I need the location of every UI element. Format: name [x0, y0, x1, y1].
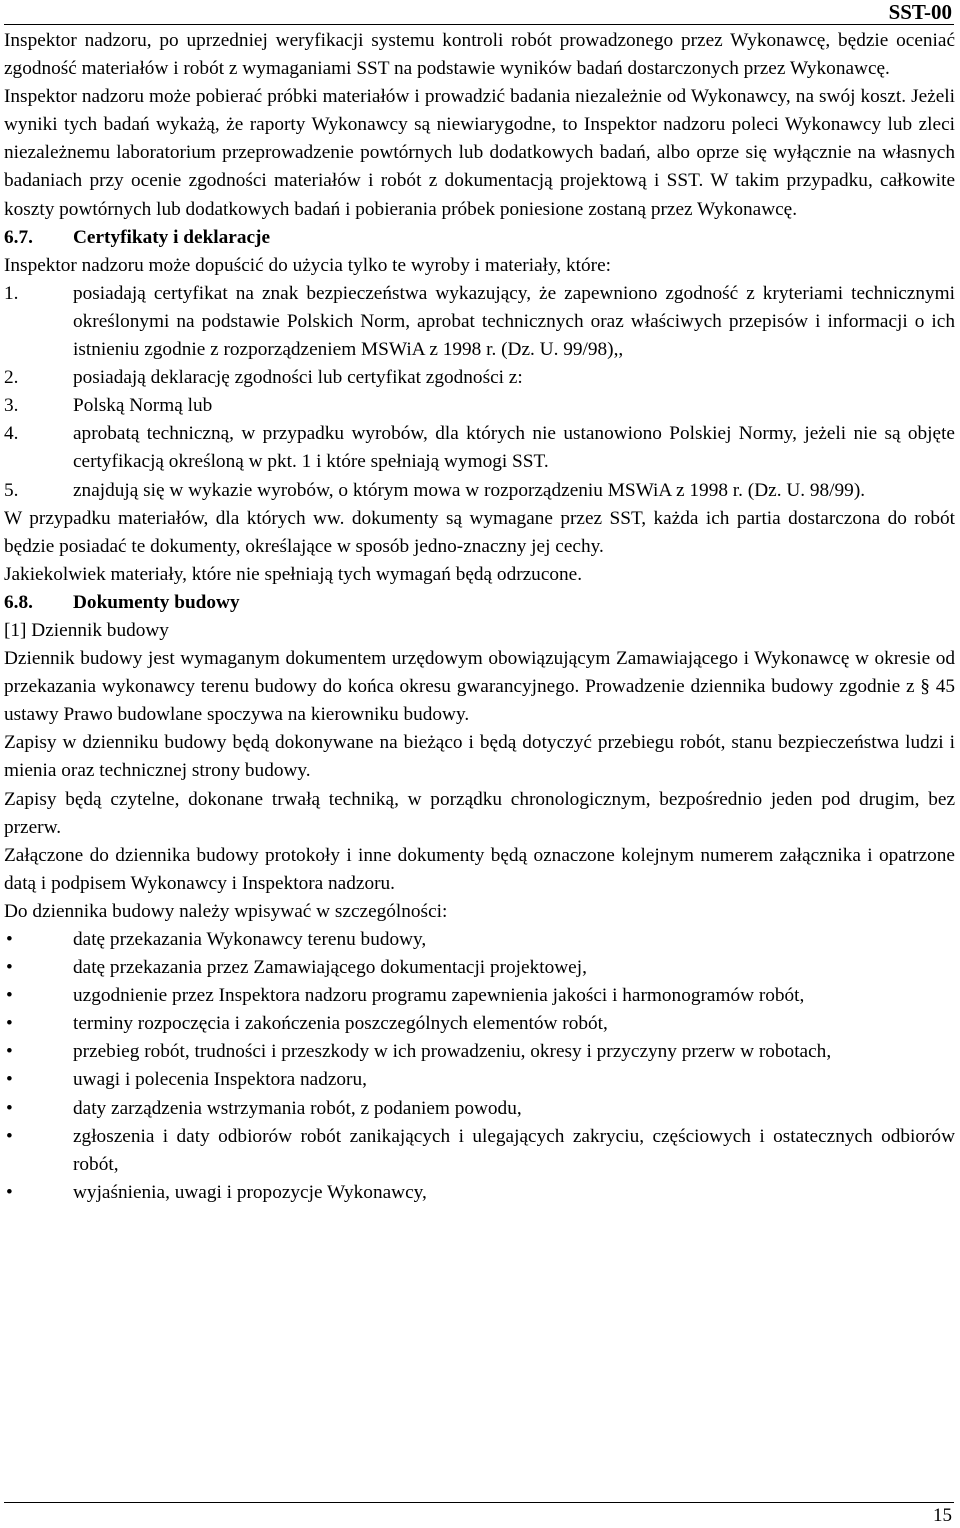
bullet-list-item — [4, 1095, 955, 1123]
numbered-list-item — [4, 280, 955, 364]
section-title: Certyfikaty i deklaracje — [73, 226, 271, 248]
list-item-number: 1. — [4, 282, 19, 304]
section-heading-certificates — [4, 224, 955, 252]
footer-divider — [4, 1502, 954, 1503]
bullet-icon: • — [6, 929, 13, 950]
numbered-list-item — [4, 392, 955, 420]
bullet-list-item — [4, 954, 955, 982]
list-item-text: Polską Normą lub — [73, 395, 213, 417]
bullet-icon: • — [6, 1013, 13, 1035]
bullet-icon: • — [6, 1041, 13, 1063]
bullet-item-text: przebieg robót, trudności i przeszkody w ich prowadzeniu, okresy i przyczyny przerw w robotach, — [73, 1041, 832, 1063]
bullet-list-item — [4, 926, 955, 954]
page-number: 15 — [933, 1505, 952, 1526]
bullet-icon: • — [6, 985, 13, 1007]
list-item-text: aprobatą techniczną, w przypadku wyrobów, dla których nie ustanowiono Polskiej Normy, jeżeli nie są objęte certyfikacją określoną w pkt. 1 i które spełniają wymogi SST. — [73, 423, 955, 473]
paragraph-independent-testing: Inspektor nadzoru może pobierać próbki materiałów i prowadzić badania niezależnie od Wykonawcy, na swój koszt. Jeżeli wyniki tych badań wykażą, że raporty Wykonawcy są niewiarygodne, to Inspektor nadzoru poleci Wykonawcy lub zleci niezależnemu laboratorium przeprowadzenie powtórnych lub dodatkowych badań, albo oprze się wyłącznie na własnych badaniach przy ocenie zgodności materiałów i robót z dokumentacją projektową i SST. W takim przypadku, całkowite koszty powtórnych lub dodatkowych badań i pobierania próbek poniesione zostaną przez Wykonawcę. — [4, 86, 955, 220]
bullet-icon: • — [6, 1097, 13, 1119]
paragraph-batch-documents: W przypadku materiałów, dla których ww. dokumenty są wymagane przez SST, każda ich partia dostarczona do robót będzie posiadać te dokumenty, określające w sposób jedno-znaczny jej cechy. — [4, 507, 955, 557]
list-item-number: 5. — [4, 479, 19, 501]
paragraph-log-legibility: Zapisy będą czytelne, dokonane trwałą techniką, w porządku chronologicznym, bezpośrednio jeden pod drugim, bez przerw. — [4, 788, 955, 838]
bullet-item-text: uzgodnienie przez Inspektora nadzoru programu zapewnienia jakości i harmonogramów robót, — [73, 985, 805, 1007]
list-item-text: posiadają certyfikat na znak bezpieczeństwa wykazujący, że zapewniono zgodność z kryteriami technicznymi określonymi na podstawie Polskich Norm, aprobat technicznych oraz właściwych przepisów i informacji o ich istnieniu zgodnie z rozporządzeniem MSWiA z 1998 r. (Dz. U. 99/98),, — [73, 282, 955, 361]
paragraph-admission-intro: Inspektor nadzoru może dopuścić do użycia tylko te wyroby i materiały, które: — [4, 254, 611, 276]
paragraph-rejection: Jakiekolwiek materiały, które nie spełniają tych wymagań będą odrzucone. — [4, 563, 583, 585]
bullet-item-text: wyjaśnienia, uwagi i propozycje Wykonawcy, — [73, 1181, 427, 1203]
bullet-list-item — [4, 982, 955, 1010]
bullet-item-text: zgłoszenia i daty odbiorów robót zanikających i ulegających zakryciu, częściowych i ostatecznych odbiorów robót, — [73, 1125, 955, 1175]
section-title: Dokumenty budowy — [73, 591, 240, 613]
list-item-number: 4. — [4, 423, 19, 445]
bullet-icon: • — [6, 1181, 13, 1203]
list-item-text: posiadają deklarację zgodności lub certyfikat zgodności z: — [73, 367, 523, 389]
paragraph-log-attachments: Załączone do dziennika budowy protokoły i inne dokumenty będą oznaczone kolejnym numerem załącznika i opatrzone datą i podpisem Wykonawcy i Inspektora nadzoru. — [4, 844, 955, 894]
bullet-list-item — [4, 1038, 955, 1066]
numbered-list-item — [4, 420, 955, 476]
numbered-list-item — [4, 477, 955, 505]
numbered-list-item — [4, 364, 955, 392]
bullet-icon: • — [6, 1069, 13, 1091]
bullet-list-item — [4, 1066, 955, 1094]
bullet-icon: • — [6, 1125, 13, 1147]
numbered-list-requirements — [4, 280, 955, 505]
page-content — [4, 27, 955, 1207]
bullet-list-item — [4, 1123, 955, 1179]
bullet-item-text: datę przekazania przez Zamawiającego dokumentacji projektowej, — [73, 957, 587, 979]
paragraph-inspector-evaluation: Inspektor nadzoru, po uprzedniej weryfikacji systemu kontroli robót prowadzonego przez Wykonawcę, będzie oceniać zgodność materiałów i robót z wymaganiami SST na podstawie wyników badań dostarczonych przez Wykonawcę. — [4, 30, 955, 80]
bullet-item-text: datę przekazania Wykonawcy terenu budowy, — [73, 929, 427, 950]
bullet-list-item — [4, 1010, 955, 1038]
bullet-item-text: uwagi i polecenia Inspektora nadzoru, — [73, 1069, 367, 1091]
bullet-icon: • — [6, 957, 13, 979]
list-item-number: 3. — [4, 395, 19, 417]
subheading-construction-log: [1] Dziennik budowy — [4, 619, 169, 641]
paragraph-log-entries: Zapisy w dzienniku budowy będą dokonywane na bieżąco i będą dotyczyć przebiegu robót, stanu bezpieczeństwa ludzi i mienia oraz technicznej strony budowy. — [4, 732, 955, 782]
header-spec-code: SST-00 — [888, 0, 952, 24]
section-heading-construction-documents — [4, 589, 955, 617]
header-divider — [4, 24, 954, 25]
paragraph-log-contents-intro: Do dziennika budowy należy wpisywać w szczególności: — [4, 900, 448, 922]
section-number: 6.7. — [4, 226, 33, 248]
bullet-list-item — [4, 1179, 955, 1207]
list-item-number: 2. — [4, 367, 19, 389]
bullet-item-text: daty zarządzenia wstrzymania robót, z podaniem powodu, — [73, 1097, 522, 1119]
paragraph-log-definition: Dziennik budowy jest wymaganym dokumentem urzędowym obowiązującym Zamawiającego i Wykonawcę w okresie od przekazania wykonawcy terenu budowy do końca okresu gwarancyjnego. Prowadzenie dziennika budowy zgodnie z § 45 ustawy Prawo budowlane spoczywa na kierowniku budowy. — [4, 648, 955, 726]
list-item-text: znajdują się w wykazie wyrobów, o którym mowa w rozporządzeniu MSWiA z 1998 r. (Dz. U. 98/99). — [73, 479, 866, 501]
bullet-list-log-contents — [4, 926, 955, 1207]
section-number: 6.8. — [4, 591, 33, 613]
bullet-item-text: terminy rozpoczęcia i zakończenia poszczególnych elementów robót, — [73, 1013, 608, 1035]
